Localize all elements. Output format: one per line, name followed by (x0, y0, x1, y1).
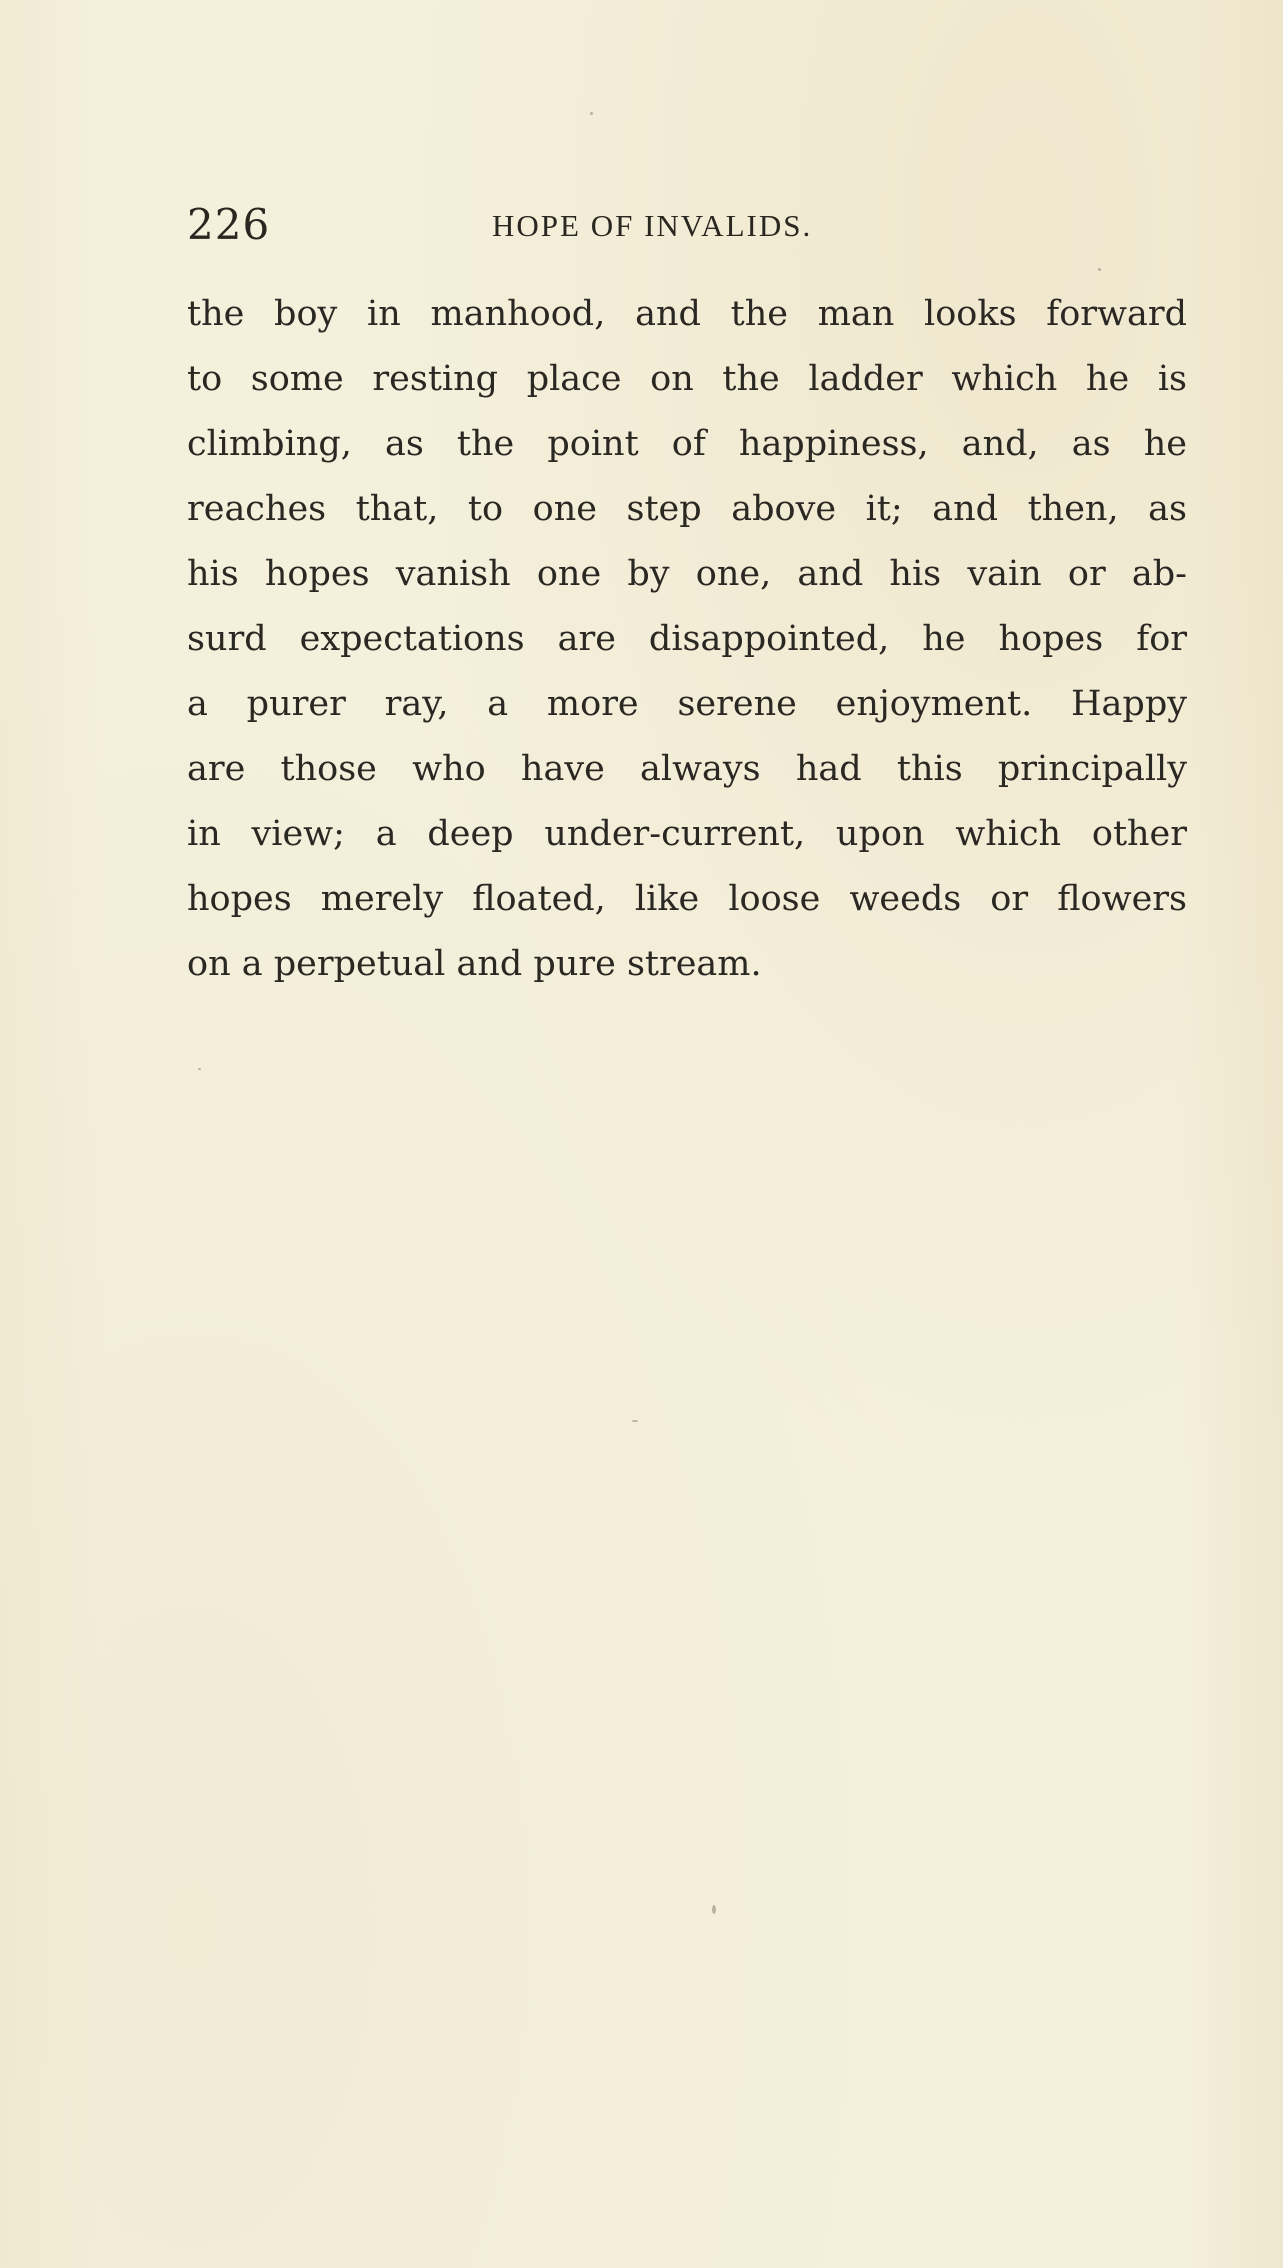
body-paragraph (187, 282, 1187, 997)
paper-speck (590, 112, 593, 115)
text-line: are those who have always had this principally (187, 749, 1187, 789)
text-line: climbing, as the point of happiness, and, as he (187, 424, 1187, 464)
text-line: hopes merely floated, like loose weeds or flowers (187, 879, 1187, 919)
text-line: his hopes vanish one by one, and his vain or ab- (187, 554, 1187, 594)
paper-speck (712, 1905, 716, 1914)
paper-speck (1098, 268, 1101, 271)
text-line: reaches that, to one step above it; and then, as (187, 489, 1187, 529)
paper-speck (632, 1420, 638, 1422)
text-line: in view; a deep under-current, upon which other (187, 814, 1187, 854)
text-line: a purer ray, a more serene enjoyment. Happy (187, 684, 1187, 724)
running-head (187, 200, 1187, 256)
paper-speck (198, 1068, 201, 1070)
text-line: the boy in manhood, and the man looks forward (187, 294, 1187, 334)
text-line: on a perpetual and pure stream. (187, 944, 762, 984)
text-line: to some resting place on the ladder which he is (187, 359, 1187, 399)
page-number: 226 (187, 200, 271, 249)
running-title: HOPE OF INVALIDS. (492, 208, 813, 243)
text-line: surd expectations are disappointed, he hopes for (187, 619, 1187, 659)
